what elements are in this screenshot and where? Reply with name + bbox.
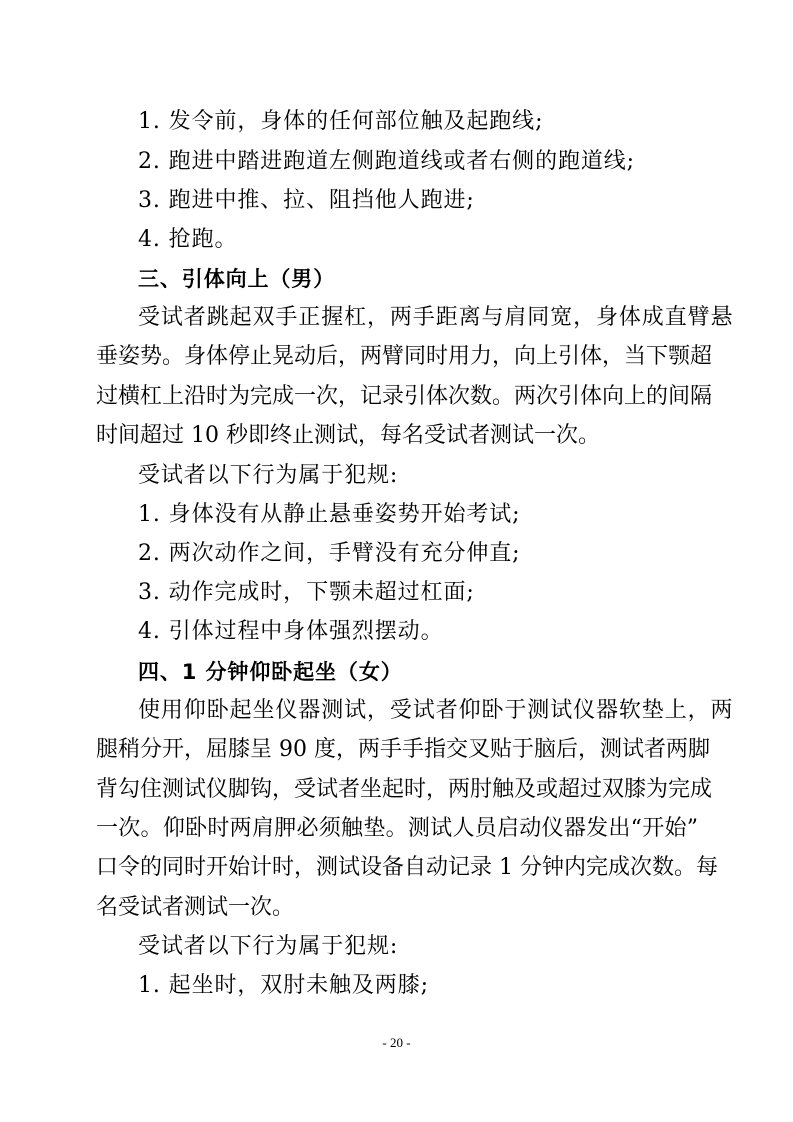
paragraph-line: 时间超过 10 秒即终止测试，每名受试者测试一次。 — [96, 423, 600, 448]
violation-intro: 受试者以下行为属于犯规: — [138, 463, 399, 488]
paragraph-line: 受试者跳起双手正握杠，两手距离与肩同宽，身体成直臂悬 — [138, 305, 734, 330]
paragraph-line: 过横杠上沿时为完成一次，记录引体次数。两次引体向上的间隔 — [96, 384, 713, 409]
paragraph-line: 垂姿势。身体停止晃动后，两臂同时用力，向上引体，当下颚超 — [96, 344, 713, 369]
rule-item: 3. 动作完成时，下颚未超过杠面; — [138, 580, 475, 605]
section-heading-pull-up: 三、引体向上（男） — [138, 267, 336, 291]
paragraph-line: 名受试者测试一次。 — [96, 895, 295, 920]
rule-item: 3. 跑进中推、拉、阻挡他人跑进; — [138, 188, 475, 213]
paragraph-line: 一次。仰卧时两肩胛必须触垫。测试人员启动仪器发出“开始” — [96, 816, 698, 841]
paragraph-line: 背勾住测试仪脚钩，受试者坐起时，两肘触及或超过双膝为完成 — [96, 777, 713, 802]
rule-item: 2. 跑进中踏进跑道左侧跑道线或者右侧的跑道线; — [138, 149, 635, 174]
violation-intro: 受试者以下行为属于犯规: — [138, 934, 399, 959]
rule-item: 4. 引体过程中身体强烈摆动。 — [138, 619, 444, 644]
page-number: - 20 - — [382, 1035, 411, 1050]
paragraph-line: 口令的同时开始计时，测试设备自动记录 1 分钟内完成次数。每 — [96, 855, 718, 880]
rule-item: 4. 抢跑。 — [138, 227, 238, 252]
rule-item: 1. 起坐时，双肘未触及两膝; — [138, 973, 429, 998]
rule-item: 2. 两次动作之间，手臂没有充分伸直; — [138, 541, 521, 566]
rule-item: 1. 身体没有从静止悬垂姿势开始考试; — [138, 502, 521, 527]
section-heading-sit-up: 四、1 分钟仰卧起坐（女） — [138, 660, 403, 684]
rule-item: 1. 发令前，身体的任何部位触及起跑线; — [138, 109, 544, 134]
paragraph-line: 使用仰卧起坐仪器测试，受试者仰卧于测试仪器软垫上，两 — [138, 698, 734, 723]
paragraph-line: 腿稍分开，屈膝呈 90 度，两手手指交叉贴于脑后，测试者两脚 — [96, 737, 710, 762]
